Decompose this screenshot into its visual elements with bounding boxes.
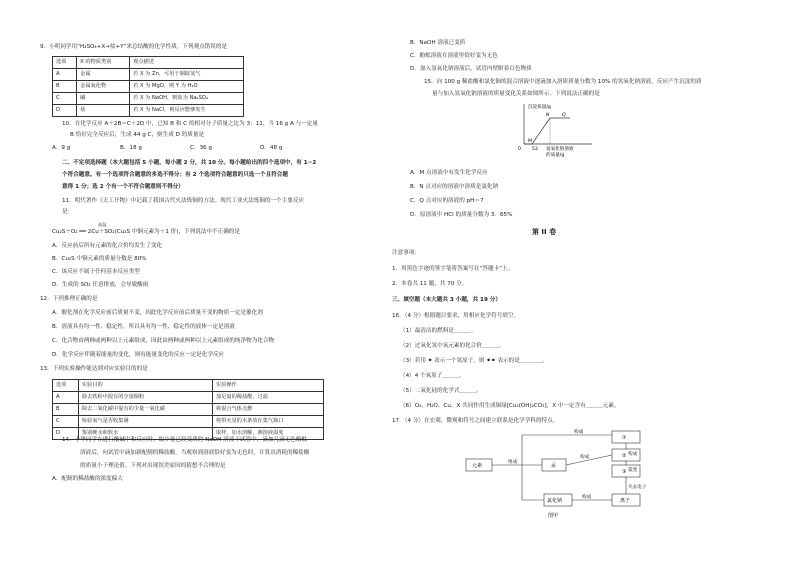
left-column bbox=[0, 0, 392, 562]
q16-item-5: （5）二氧化硅的化学式＿＿＿。 bbox=[400, 388, 482, 394]
q14-option-b: B．NaOH 溶液已变质 bbox=[410, 40, 466, 46]
label-zucheng: 组成 bbox=[508, 460, 518, 465]
q10-option-a: A．9 g bbox=[52, 145, 71, 151]
q15-line2: 量与加入氢氧化钠溶液的质量变化关系如图所示。下列说法正确的是 bbox=[432, 91, 600, 97]
node-circle-3: ③ bbox=[622, 469, 627, 475]
graph-ylabel: 沉淀质量/g bbox=[528, 105, 551, 110]
q16-item-6: （6）O₂、H₂O、Cu、X 共同作用生成铜绿[Cu₂(OH)₂CO₃]，X 中一定含有＿＿＿元素。 bbox=[400, 403, 620, 409]
note-2: 2．本卷共 11 题，共 70 分。 bbox=[392, 281, 468, 287]
q13-cell: D bbox=[53, 428, 79, 440]
q9-cell: 若 X 为 NaOH，则盐为 Na₂SO₄ bbox=[130, 93, 244, 105]
q10-option-c: C．36 g bbox=[190, 145, 212, 151]
q9-cell: 若 X 为 MgO，则 Y 为 H₂O bbox=[130, 81, 244, 93]
label-n: N bbox=[546, 113, 550, 118]
q11-option-a: A．反应前后所有元素的化合价均发生了变化 bbox=[52, 243, 163, 249]
q16-item-3: （3）若用 ⚫ 表示一个氢原子，则 ⚫⚫ 表示的是＿＿＿＿。 bbox=[400, 358, 548, 364]
node-ion: 离子 bbox=[620, 498, 631, 504]
q15-option-c: C．Q 点对应的溶液的 pH＝7 bbox=[410, 198, 484, 204]
right-column bbox=[392, 0, 794, 562]
label-m: M bbox=[528, 139, 532, 144]
node-circle-1: ① bbox=[622, 435, 627, 441]
q9-stem: 9．小明同学用“H₂SO₄+X→盐+Y”来总结酸的化学性质，下列观点错误的是 bbox=[40, 44, 228, 50]
q12-option-c: C．化合物由两种或两种以上元素组成，因此由两种或两种以上元素组成的纯净物为化合物 bbox=[52, 338, 275, 344]
volume-title: 第 II 卷 bbox=[532, 228, 557, 236]
q9-header-2: 观点描述 bbox=[130, 57, 244, 69]
q14-line2: 溶液后，向试管中滴加新配制的稀盐酸，当观察到溶液恰好变为无色时，计算出消耗的稀盐酸 bbox=[80, 450, 310, 456]
graph-origin: 0 bbox=[518, 147, 521, 152]
q17-diagram bbox=[462, 425, 662, 520]
diagram-caption: 图甲 bbox=[548, 513, 559, 519]
q15-option-a: A．M 点溶液中有发生化学反应 bbox=[410, 170, 488, 176]
q11-option-c: C．该反应不属于任何基本反应类型 bbox=[52, 269, 140, 275]
q15-graph bbox=[502, 100, 612, 160]
label-q: Q bbox=[562, 113, 566, 118]
q9-cell: 碱 bbox=[77, 93, 130, 105]
label-gou-4: 构成 bbox=[628, 452, 638, 457]
q12-option-d: D．化学反应伴随着能量的变化，则有能量变化的反应一定是化学反应 bbox=[52, 352, 225, 358]
notes-title: 注意事项： bbox=[392, 250, 420, 256]
q9-cell: 金属 bbox=[77, 69, 130, 81]
q13-cell: 加足量的稀盐酸，过滤 bbox=[213, 392, 324, 404]
q13-stem: 13．下列实验操作能达到对应实验目的的是 bbox=[40, 366, 148, 372]
label-lose-electron: 失去电子 bbox=[628, 485, 647, 490]
q17-stem: 17．（4 分）在宏观、微观和符号之间建立联系是化学学科的特点。 bbox=[392, 418, 559, 424]
q16-item-4: （4）4 个氧原子＿＿＿。 bbox=[400, 373, 465, 379]
q13-header-2: 实验操作 bbox=[213, 380, 324, 392]
label-gou-1: 构成 bbox=[574, 430, 584, 435]
q13-cell: B bbox=[53, 404, 79, 416]
q15-line1: 15．向 100 g 稀盐酸和氯化铜的混合溶液中逐滴加入溶质质量分数为 10% 的氢氧化钠溶液，反应产生沉淀的质 bbox=[424, 79, 702, 85]
q14-line3: 的质量小于理论值。下列对出现误差原因的猜想不合理的是 bbox=[80, 463, 226, 469]
q13-cell: A bbox=[53, 392, 79, 404]
q10-line2: B 恰好完全反应后，生成 44 g C，则生成 D 的质量是 bbox=[70, 132, 205, 138]
q15-option-b: B．N 点对应的溶液中溶质是氯化钠 bbox=[410, 184, 499, 190]
q13-cell: 将带火星的木条放在集气瓶口 bbox=[213, 416, 324, 428]
q9-cell: D bbox=[53, 105, 77, 117]
node-circle-2: ② bbox=[622, 453, 627, 459]
q13-header-0: 选项 bbox=[53, 380, 79, 392]
q10-option-d: D．48 g bbox=[260, 145, 283, 151]
node-nacl: 氯化钠 bbox=[547, 498, 563, 504]
graph-xlabel2: 的质量/g bbox=[546, 153, 565, 158]
q9-cell: 若 X 为 Zn，可用于制取氢气 bbox=[130, 69, 244, 81]
q16-item-2: （2）过氧化氢中氧元素的化合价＿＿＿。 bbox=[400, 343, 505, 349]
q13-cell: 除去二氧化碳中混有的少量一氧化碳 bbox=[78, 404, 212, 416]
q11-equation: Cu₂S＋O₂ ══ 2Cu＋SO₂(Cu₂S 中铜元素为＋1 价)，下列说法中不正确的是 bbox=[52, 229, 240, 235]
q14-line1: 14．小华同学在进行酸碱中和反应时，取少量已经变质的 NaOH 溶液于试管中，滴加几滴无色酚酞 bbox=[62, 437, 308, 443]
node-element: 元素 bbox=[472, 463, 483, 469]
q9-cell: A bbox=[53, 69, 77, 81]
q9-cell: 金属氧化物 bbox=[77, 81, 130, 93]
section2-line2: 个符合题意。有一个选项符合题意的多选不得分；有 2 个选项符合题意的只选一个且符合题 bbox=[62, 172, 288, 178]
q13-table bbox=[52, 379, 324, 440]
q13-cell: 鉴别硬水和软水 bbox=[78, 428, 212, 440]
q9-cell: B bbox=[53, 81, 77, 93]
q9-header-1: X 的物质类别 bbox=[77, 57, 130, 69]
q14-option-a: A．配制的稀盐酸的浓度偏大 bbox=[52, 476, 123, 482]
label-gou-3: 构成 bbox=[582, 495, 592, 500]
q13-cell: C bbox=[53, 416, 79, 428]
graph-x-mark: 53 bbox=[532, 147, 538, 152]
q12-stem: 12．下列推理正确的是 bbox=[40, 296, 98, 302]
q11-condition: 高温 bbox=[98, 222, 107, 227]
q10-option-b: B．18 g bbox=[120, 145, 142, 151]
q9-cell: C bbox=[53, 93, 77, 105]
q13-cell: 检验氧气是否收集满 bbox=[78, 416, 212, 428]
section2-line1: 二、不定项选择题（本大题包括 5 小题，每小题 2 分，共 10 分。每小题给出的四个选项中，有 1~2 bbox=[62, 160, 317, 166]
q11-line1: 11．明代著作《天工开物》中记载了我国古代火法炼铜的方法。现代工业火法炼铜的一个主要反应 bbox=[62, 198, 305, 204]
q9-header-0: 选项 bbox=[53, 57, 77, 69]
label-liebian: 裂变 bbox=[628, 468, 638, 473]
q9-table bbox=[52, 56, 244, 117]
q11-line2: 是： bbox=[62, 209, 74, 215]
q9-cell: 盐 bbox=[77, 105, 130, 117]
q10-line1: 10．在化学反应 A＋2B＝C＋2D 中，已知 B 和 C 的相对分子质量之比为 3：11，当 16 g A 与一定量 bbox=[62, 121, 318, 127]
q13-cell: 除去铁粉中混有的少量铜粉 bbox=[78, 392, 212, 404]
q16-item-1: （1）最清洁的燃料是＿＿＿。 bbox=[400, 328, 477, 334]
q11-option-b: B．Cu₂S 中铜元素的质量分数是 80% bbox=[52, 256, 147, 262]
q13-header-1: 实验目的 bbox=[78, 380, 212, 392]
q13-cell: 将混合气体点燃 bbox=[213, 404, 324, 416]
q12-option-a: A．催化剂在化学反应前后质量不变，因此化学反应前后质量不变的物质一定是催化剂 bbox=[52, 310, 263, 316]
q15-option-d: D．原溶液中 HCl 的质量分数为 3．65% bbox=[410, 212, 513, 218]
section2-line3: 意得 1 分；选 2 个有一个不符合题意则不得分） bbox=[62, 184, 184, 190]
graph-xlabel1: 氢氧化钠溶液 bbox=[546, 147, 574, 152]
q9-cell: 若 X 为 NaCl，则反应能够发生 bbox=[130, 105, 244, 117]
q16-stem: 16．（4 分）根据题目要求，用相应化学符号填空。 bbox=[392, 313, 520, 319]
section3-title: 三、填空题（本大题共 3 小题，共 19 分） bbox=[392, 297, 501, 303]
node-mercury: 汞 bbox=[551, 463, 557, 469]
q11-option-d: D．生成的 SO₂ 任意排放，会导致酸雨 bbox=[52, 282, 149, 288]
q12-option-b: B．溶液具有均一性、稳定性，所以具有均一性、稳定性的液体一定是溶液 bbox=[52, 324, 235, 330]
q14-option-c: C．酚酞溶液在溶液里恰好变为无色 bbox=[410, 53, 498, 59]
label-gou-2: 构成 bbox=[580, 455, 590, 460]
q14-option-d: D．加入氢氧化钠溶液后，试管内壁附着白色物质 bbox=[410, 66, 532, 72]
q13-cell: 取样，加水溶解，测溶液温度 bbox=[213, 428, 324, 440]
note-1: 1．用黑色字迹的签字笔将答案写在“答题卡”上。 bbox=[392, 266, 514, 272]
